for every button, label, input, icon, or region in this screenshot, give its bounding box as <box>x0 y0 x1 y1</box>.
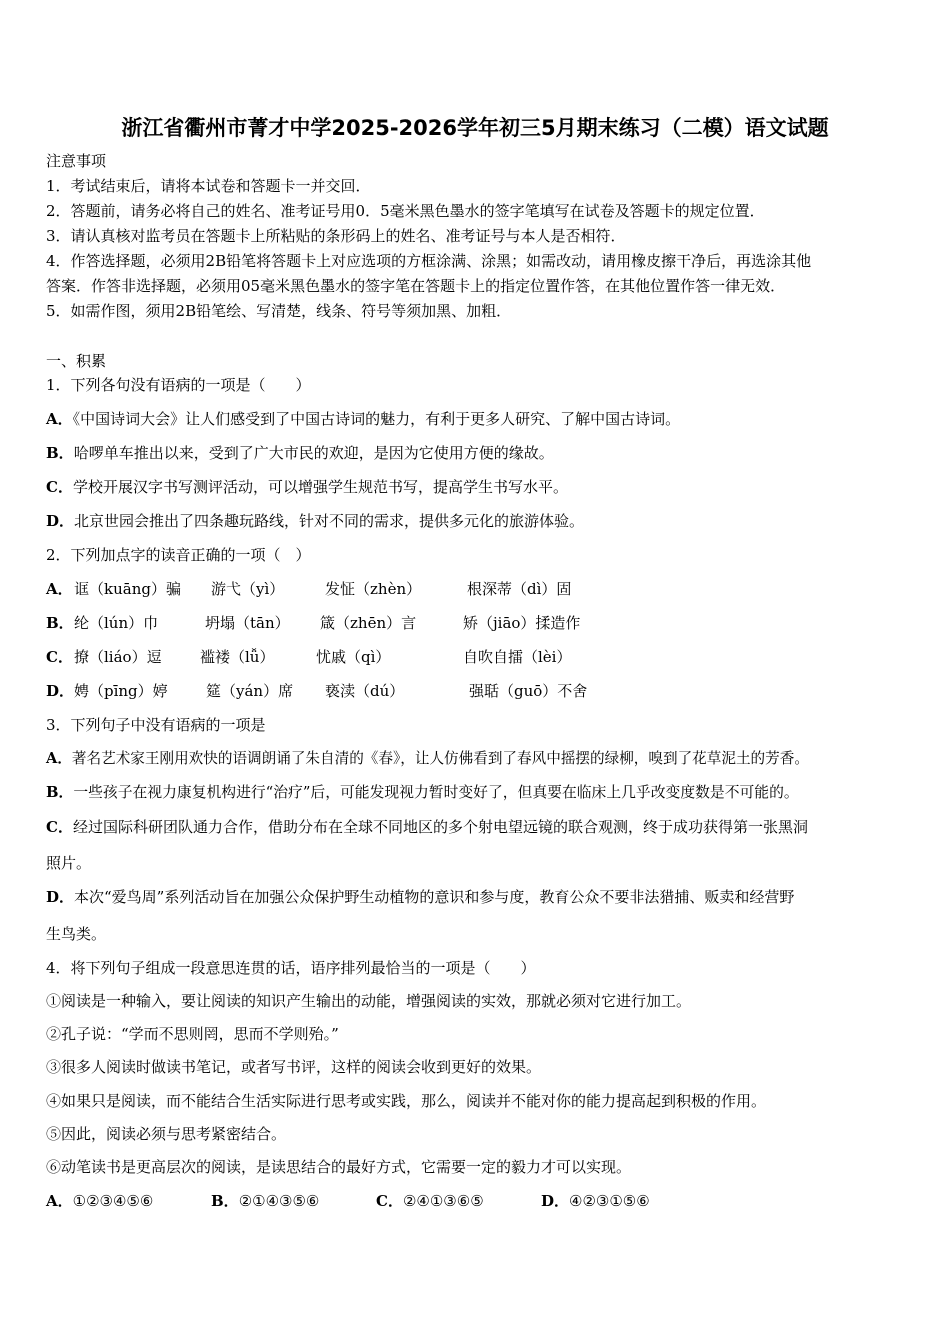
option-label: D． <box>541 1192 570 1210</box>
option-text: 北京世园会推出了四条趣玩路线，针对不同的需求，提供多元化的旅游体验。 <box>74 512 585 530</box>
option-label: B． <box>46 444 74 462</box>
pinyin-item: 忧戚（qì） <box>316 648 391 666</box>
option-text: ②①④③⑤⑥ <box>238 1192 320 1210</box>
q1-option-c <box>46 477 568 497</box>
option-label: D． <box>46 888 75 906</box>
option-text: ②④①③⑥⑤ <box>402 1192 484 1210</box>
q3-option-c <box>46 817 808 837</box>
option-label: A． <box>46 750 72 767</box>
page-title: 浙江省衢州市菁才中学2025-2026学年初三5月期末练习（二模）语文试题 <box>121 116 829 140</box>
option-label: B． <box>46 784 74 801</box>
pinyin-item: 箴（zhēn）言 <box>320 614 417 632</box>
q2-option-d-label: D． <box>46 682 75 700</box>
sentence-item: ②孔子说：“学而不思则罔，思而不学则殆。” <box>46 1025 339 1043</box>
pinyin-item: 发怔（zhèn） <box>325 580 422 598</box>
notice-item: 3．请认真核对监考员在答题卡上所粘贴的条形码上的姓名、准考证号与本人是否相符． <box>46 227 626 245</box>
pinyin-item: 亵渎（dú） <box>325 682 405 700</box>
pinyin-item: 纶（lún）巾 <box>74 614 159 632</box>
option-label: B． <box>211 1192 239 1210</box>
question-2-stem: 2．下列加点字的读音正确的一项（ ） <box>46 546 311 564</box>
q3-option-d <box>46 887 794 907</box>
pinyin-item: 诓（kuāng）骗 <box>74 580 181 598</box>
q1-option-d <box>46 511 584 531</box>
sentence-item: ④如果只是阅读，而不能结合生活实际进行思考或实践，那么，阅读并不能对你的能力提高起到积极的作用。 <box>46 1092 767 1110</box>
pinyin-item: 撩（liáo）逗 <box>74 648 162 666</box>
pinyin-item: 游弋（yì） <box>211 580 285 598</box>
sentence-item: ①阅读是一种输入，要让阅读的知识产生输出的动能，增强阅读的实效，那就必须对它进行加工。 <box>46 992 692 1010</box>
question-3-stem: 3．下列句子中没有语病的一项是 <box>46 716 266 734</box>
option-text: 经过国际科研团队通力合作，借助分布在全球不同地区的多个射电望远镜的联合观测，终于成功获得第一张黑洞 <box>72 818 808 836</box>
pinyin-item: 娉（pīng）婷 <box>74 682 168 700</box>
q2-option-b-label: B． <box>46 614 74 632</box>
pinyin-item: 褴褛（lǚ） <box>200 648 275 666</box>
question-1-stem: 1．下列各句没有语病的一项是（ ） <box>46 376 311 394</box>
pinyin-item: 矫（jiāo）揉造作 <box>463 614 581 632</box>
q1-option-a <box>46 409 680 429</box>
option-text: 《中国诗词大会》让人们感受到了中国古诗词的魅力，有利于更多人研究、了解中国古诗词。 <box>72 410 681 428</box>
sentence-item: ③很多人阅读时做读书笔记，或者写书评，这样的阅读会收到更好的效果。 <box>46 1058 542 1076</box>
option-label: D． <box>46 512 75 530</box>
option-label: C． <box>46 818 73 836</box>
q3-option-b <box>46 783 799 803</box>
sentence-item: ⑤因此，阅读必须与思考紧密结合。 <box>46 1125 287 1143</box>
notice-item: 5．如需作图，须用2B铅笔绘、写清楚，线条、符号等须加黑、加粗． <box>46 302 512 320</box>
q4-option-c <box>376 1191 484 1211</box>
q3-option-a <box>46 749 809 769</box>
q1-option-b <box>46 443 554 463</box>
option-text: ①②③④⑤⑥ <box>72 1192 154 1210</box>
q2-option-a-label: A． <box>46 580 73 598</box>
question-4-stem: 4．将下列句子组成一段意思连贯的话，语序排列最恰当的一项是（ ） <box>46 959 536 977</box>
option-label: C． <box>376 1192 403 1210</box>
q3-option-c-cont: 照片。 <box>46 854 92 872</box>
pinyin-item: 强聒（guō）不舍 <box>469 682 588 700</box>
notice-heading: 注意事项 <box>46 152 107 170</box>
option-label: C． <box>46 478 73 496</box>
sentence-item: ⑥动笔读书是更高层次的阅读，是读思结合的最好方式，它需要一定的毅力才可以实现。 <box>46 1158 632 1176</box>
q3-option-d-cont: 生鸟类。 <box>46 925 107 943</box>
notice-item: 1．考试结束后，请将本试卷和答题卡一并交回． <box>46 177 371 195</box>
pinyin-item: 根深蒂（dì）固 <box>467 580 572 598</box>
option-text: 一些孩子在视力康复机构进行“治疗”后，可能发现视力暂时变好了，但真要在临床上几乎改变度数是不可能的。 <box>73 784 799 801</box>
option-text: 学校开展汉字书写测评活动，可以增强学生规范书写，提高学生书写水平。 <box>72 478 568 496</box>
option-text: 本次“爱鸟周”系列活动旨在加强公众保护野生动植物的意识和参与度，教育公众不要非法猎捕、贩卖和经营野 <box>74 888 795 906</box>
option-text: ④②③①⑤⑥ <box>569 1192 650 1210</box>
option-text: 哈啰单车推出以来，受到了广大市民的欢迎，是因为它使用方便的缘故。 <box>73 444 554 462</box>
notice-item: 4．作答选择题，必须用2B铅笔将答题卡上对应选项的方框涂满、涂黑；如需改动，请用橡皮擦干净后，再选涂其他 <box>46 252 812 270</box>
option-text: 著名艺术家王刚用欢快的语调朗诵了朱自清的《春》，让人仿佛看到了春风中摇摆的绿柳，嗅到了花草泥土的芳香。 <box>71 750 809 767</box>
option-label: A． <box>46 1192 73 1210</box>
q2-option-c-label: C． <box>46 648 73 666</box>
notice-item: 答案．作答非选择题，必须用05毫米黑色墨水的签字笔在答题卡上的指定位置作答，在其他位置作答一律无效． <box>46 277 786 295</box>
q4-option-d <box>541 1191 650 1211</box>
pinyin-item: 坍塌（tān） <box>205 614 290 632</box>
section-heading: 一、积累 <box>46 352 107 370</box>
pinyin-item: 自吹自擂（lèi） <box>463 648 572 666</box>
q4-option-a <box>46 1191 153 1211</box>
option-label: A． <box>46 410 73 428</box>
notice-item: 2．答题前，请务必将自己的姓名、准考证号用0．5毫米黑色墨水的签字笔填写在试卷及答题卡的规定位置． <box>46 202 765 220</box>
q4-option-b <box>211 1191 319 1211</box>
pinyin-item: 筵（yán）席 <box>206 682 294 700</box>
